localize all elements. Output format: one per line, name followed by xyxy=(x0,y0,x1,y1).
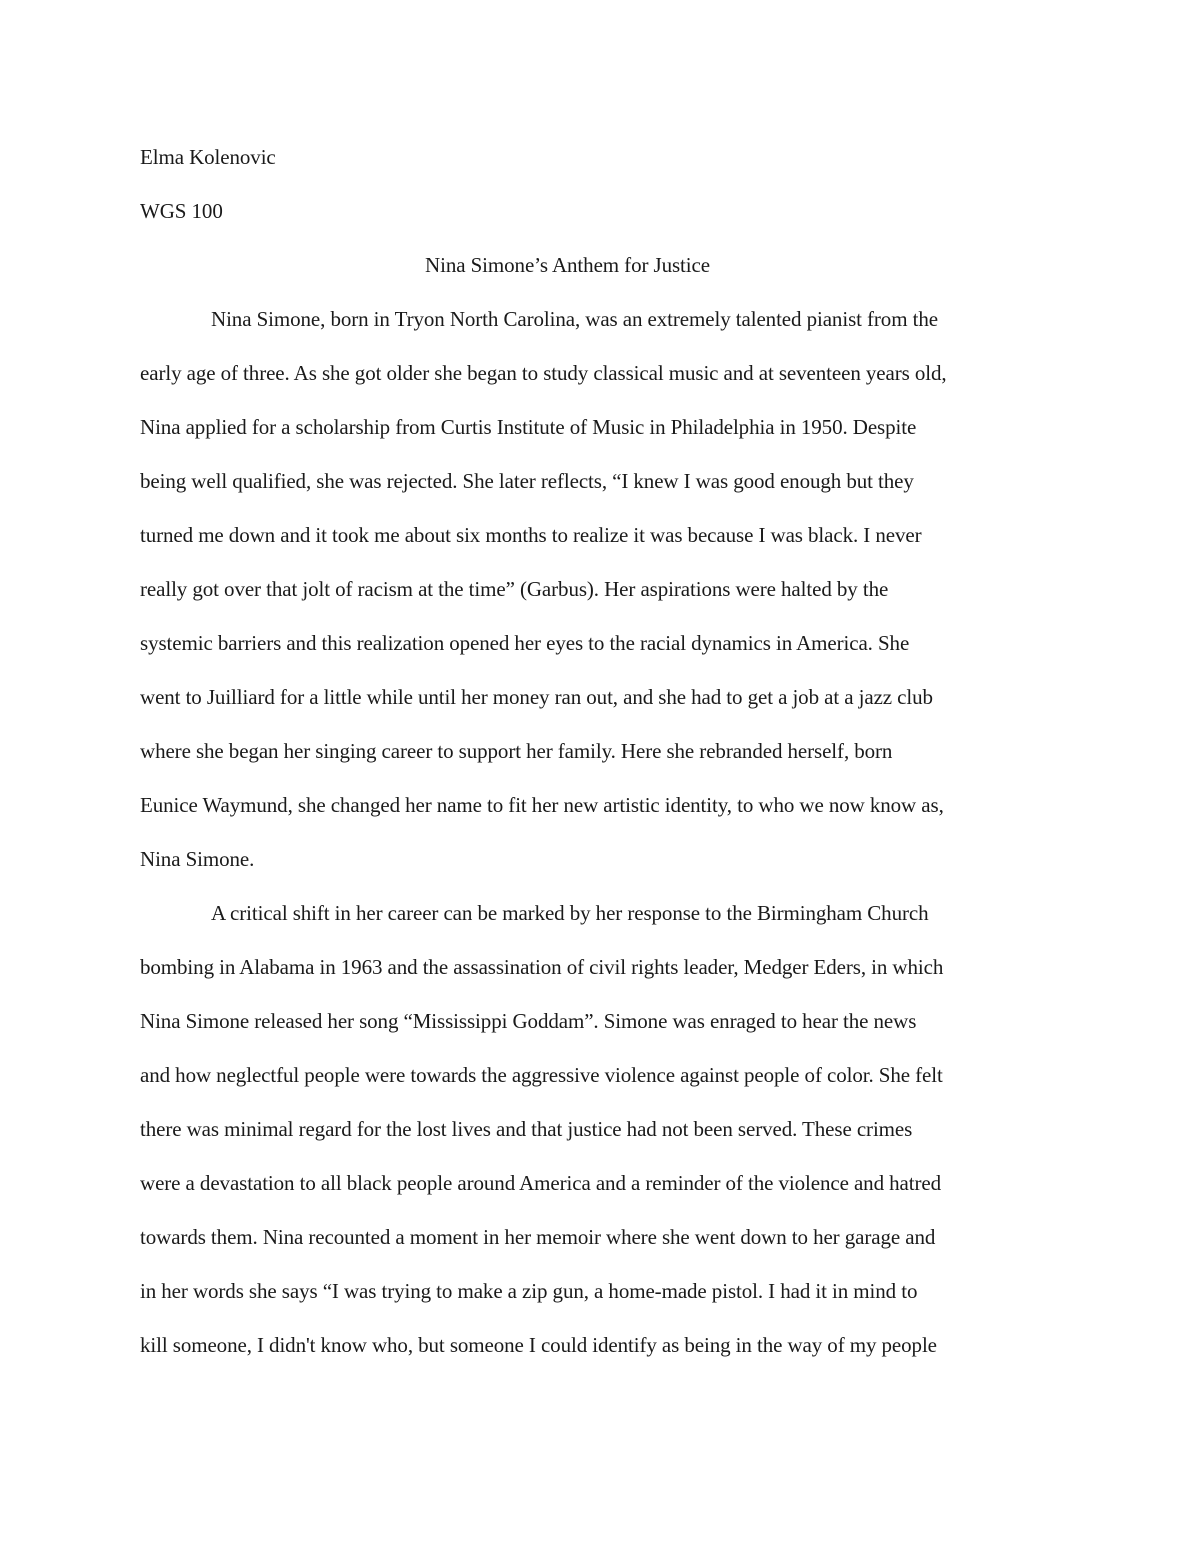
paragraph-2-line: kill someone, I didn't know who, but someone I could identify as being in the way of my people xyxy=(140,1333,937,1357)
paragraph-1-line: systemic barriers and this realization opened her eyes to the racial dynamics in America. She xyxy=(140,631,910,655)
paragraph-1-line: early age of three. As she got older she began to study classical music and at seventeen years old, xyxy=(140,361,947,385)
paragraph-2-line: there was minimal regard for the lost lives and that justice had not been served. These crimes xyxy=(140,1117,913,1141)
paragraph-1-line: really got over that jolt of racism at the time” (Garbus). Her aspirations were halted by the xyxy=(140,577,889,601)
paragraph-1-line: went to Juilliard for a little while until her money ran out, and she had to get a job at a jazz club xyxy=(140,685,933,709)
paragraph-2-line: and how neglectful people were towards the aggressive violence against people of color. She felt xyxy=(140,1063,943,1087)
paragraph-2-line: A critical shift in her career can be marked by her response to the Birmingham Church xyxy=(211,901,929,925)
paragraph-1-line: where she began her singing career to support her family. Here she rebranded herself, born xyxy=(140,739,893,763)
paragraph-1-line: Eunice Waymund, she changed her name to fit her new artistic identity, to who we now know as, xyxy=(140,793,944,817)
course-name: WGS 100 xyxy=(140,199,223,223)
author-name: Elma Kolenovic xyxy=(140,145,276,169)
paragraph-1-line: turned me down and it took me about six months to realize it was because I was black. I never xyxy=(140,523,922,547)
paragraph-1-line: being well qualified, she was rejected. She later reflects, “I knew I was good enough but they xyxy=(140,469,914,493)
paragraph-2-line: towards them. Nina recounted a moment in her memoir where she went down to her garage and xyxy=(140,1225,936,1249)
paragraph-2-line: were a devastation to all black people around America and a reminder of the violence and hatred xyxy=(140,1171,941,1195)
paragraph-1-line: Nina Simone, born in Tryon North Carolina, was an extremely talented pianist from the xyxy=(211,307,938,331)
paragraph-2-line: in her words she says “I was trying to make a zip gun, a home-made pistol. I had it in mind to xyxy=(140,1279,918,1303)
paragraph-2-line: bombing in Alabama in 1963 and the assassination of civil rights leader, Medger Eders, in which xyxy=(140,955,944,979)
paragraph-1-line: Nina applied for a scholarship from Curtis Institute of Music in Philadelphia in 1950. Despite xyxy=(140,415,917,439)
paragraph-1-line: Nina Simone. xyxy=(140,847,255,871)
essay-title: Nina Simone’s Anthem for Justice xyxy=(425,253,710,277)
paragraph-2-line: Nina Simone released her song “Mississippi Goddam”. Simone was enraged to hear the news xyxy=(140,1009,917,1033)
